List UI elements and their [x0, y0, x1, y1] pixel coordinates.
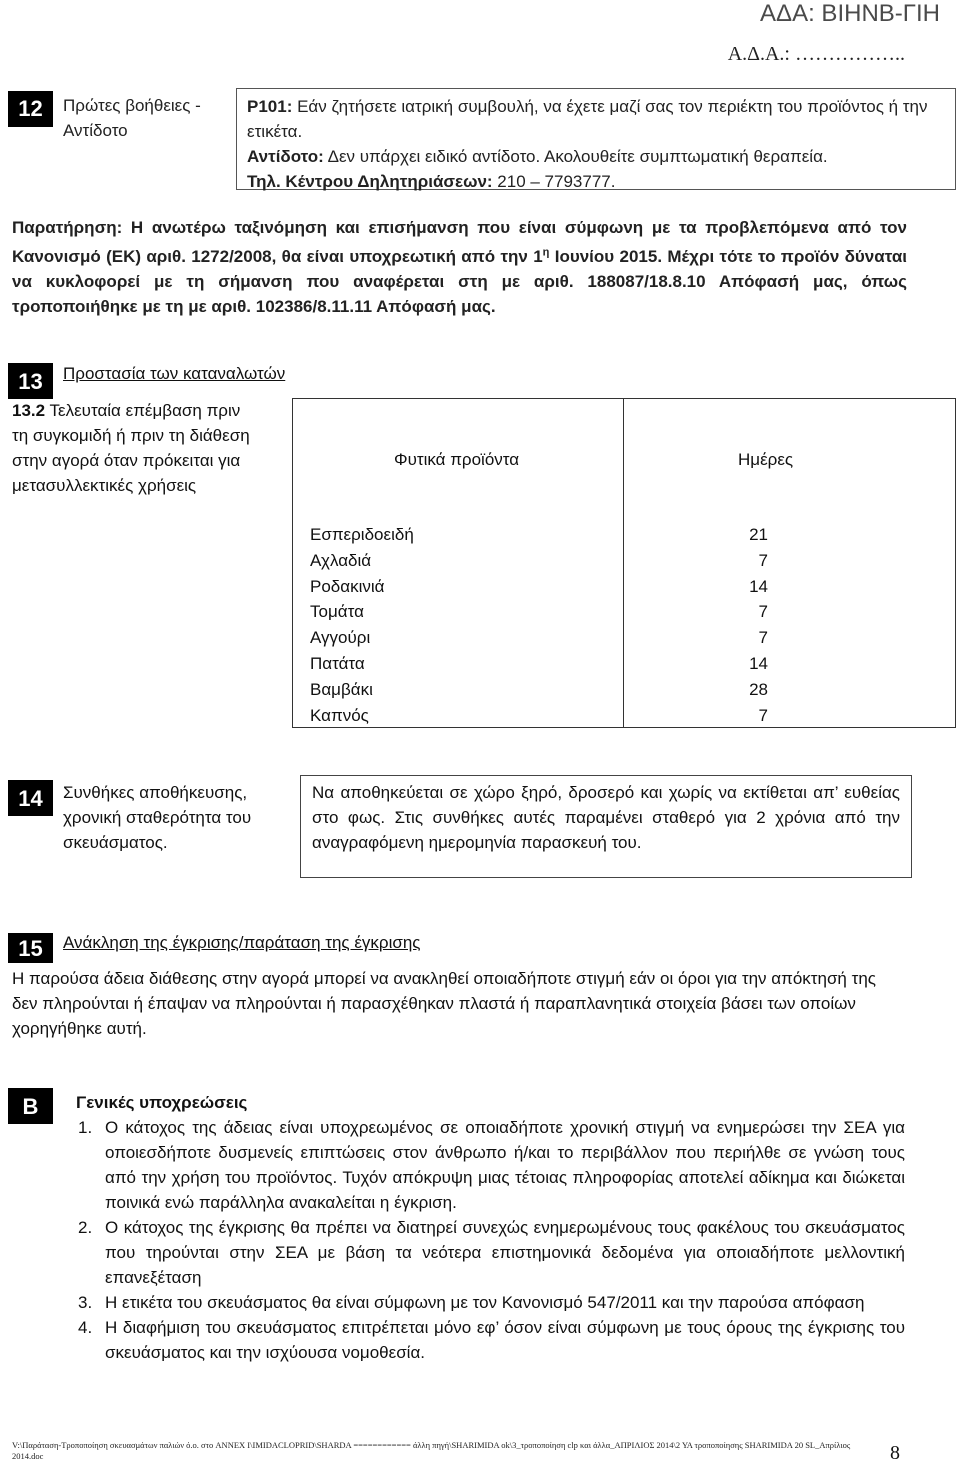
section-15-text: Η παρούσα άδεια διάθεσης στην αγορά μπορεί να ανακληθεί οποιαδήποτε στιγμή εάν οι όροι για την απόκτησή της δεν πληρούνται ή έπαψαν να πληρούνται ή παρασχέθηκαν πλαστά ή παραπλανητικά στοιχεία βάσει των οποίων χορηγήθηκε αυτή.: [12, 969, 876, 1038]
column-header-products: Φυτικά προϊόντα: [394, 450, 520, 469]
table-row-days: 7: [758, 550, 768, 570]
days-column: [623, 398, 956, 728]
list-item: [78, 1215, 905, 1290]
table-row-product: Ροδακινιά: [310, 576, 385, 596]
table-row-days: 14: [749, 654, 768, 673]
phone-text: 210 – 7793777.: [492, 172, 616, 191]
page-number: 8: [890, 1442, 900, 1464]
obligations-list: [78, 1115, 905, 1365]
list-item-text: Η διαφήμιση του σκευάσματος επιτρέπεται μόνο εφ’ όσον είναι σύμφωνη με τους όρους της έγκρισης του σκευάσματος και την ισχύουσα νομοθεσία.: [105, 1318, 905, 1362]
antidote-text: Δεν υπάρχει ειδικό αντίδοτο. Ακολουθείτε συμπτωματική θεραπεία.: [323, 147, 828, 166]
table-row-product: Εσπεριδοειδή: [310, 525, 414, 544]
list-item-number: 4.: [78, 1318, 93, 1337]
list-item-number: 2.: [78, 1218, 93, 1237]
table-row-product: Καπνός: [310, 705, 369, 725]
storage-box: Να αποθηκεύεται σε χώρο ξηρό, δροσερό και χωρίς να εκτίθεται απ’ ευθείας στο φως. Στις συνθήκες αυτές παραμένει σταθερό για 2 χρόνια από την αναγραφόμενη ημερομηνία παρασκευή του.: [300, 775, 912, 878]
list-item-number: 1.: [78, 1118, 93, 1137]
remark-sup: η: [542, 246, 550, 258]
phone-label: Τηλ. Κέντρου Δηλητηριάσεων:: [247, 172, 493, 191]
section-number-13: 13: [8, 363, 53, 399]
list-item-text: Η ετικέτα του σκευάσματος θα είναι σύμφωνη με τον Κανονισμό 547/2011 και την παρούσα απόφαση: [105, 1293, 865, 1312]
p101-code: P101:: [247, 97, 293, 116]
table-row-days: 7: [758, 602, 768, 622]
list-item-number: 3.: [78, 1293, 93, 1312]
section-letter-b: Β: [8, 1088, 53, 1124]
table-row-days: 28: [749, 679, 768, 699]
first-aid-box: [236, 88, 956, 190]
ada-code: ΑΔΑ: ΒΙΗΝΒ-ΓΙΗ: [760, 0, 940, 27]
table-row-product: Αχλαδιά: [310, 550, 372, 570]
footer-path: V:\Παράταση-Τροποποίηση σκευασμάτων παλιών ό.ο. στο ANNEX I\IMIDACLOPRID\SHARDA ============ άλλη πηγή\SHARIMIDA ok\3_τροποποίηση clp και άλλα_ΑΠΡΙΛΙΟΣ 2014\2 ΥΑ τροποποίησης SHARIMIDA 20 SL_Απρίλιος 2014.doc: [12, 1440, 851, 1461]
section-number-12: 12: [8, 91, 53, 127]
antidote-label: Αντίδοτο:: [247, 147, 324, 166]
list-item: [78, 1290, 905, 1315]
remark-label: Παρατήρηση:: [12, 218, 123, 237]
section-number-14: 14: [8, 780, 53, 816]
column-header-days: Ημέρες: [738, 450, 794, 469]
phi-table: [292, 398, 956, 728]
section-13-label: [12, 398, 257, 498]
section-13-heading: Προστασία των καταναλωτών: [63, 364, 286, 383]
section-15-heading: Ανάκληση της έγκρισης/παράταση της έγκρισης: [63, 933, 421, 952]
remark-text-1: Η ανωτέρω ταξινόμηση και επισήμανση που είναι σύμφωνη με τα προβλεπόμενα από τον Κανονισμό (ΕΚ) αριθ. 1272/2008, θα είναι υποχρεωτική από την 1: [12, 218, 907, 266]
table-row-product: Τομάτα: [310, 602, 364, 622]
section-12-label: Πρώτες βοήθειες - Αντίδοτο: [63, 96, 201, 140]
list-item: [78, 1115, 905, 1215]
table-row-days: 14: [749, 576, 768, 596]
remark-text-2: Ιουνίου 2015. Μέχρι τότε το προϊόν δύναται να κυκλοφορεί με τη σήμανση που αναφέρεται στη με αριθ. 188087/18.8.10 Απόφασή μας, όπως τροποποιήθηκε με τη με αριθ. 102386/8.11.11 Απόφασή μας.: [12, 246, 907, 316]
section-b-heading: Γενικές υποχρεώσεις: [76, 1093, 248, 1112]
list-item-text: Ο κάτοχος της έγκρισης θα πρέπει να διατηρεί συνεχώς ενημερωμένους τους φακέλους του σκευάσματος που τηρούνται στην ΣΕΑ με βάση τα νεότερα επιστημονικά δεδομένα για οποιαδήποτε μελλοντική επανεξέταση: [105, 1218, 905, 1287]
list-item: [78, 1315, 905, 1365]
section-14-label: Συνθήκες αποθήκευσης, χρονική σταθερότητα του σκευάσματος.: [63, 783, 252, 852]
p101-text: Εάν ζητήσετε ιατρική συμβουλή, να έχετε μαζί σας τον περιέκτη του προϊόντος ή την ετικέτα.: [247, 97, 928, 141]
section-13-2-number: 13.2: [12, 401, 46, 420]
list-item-text: Ο κάτοχος της άδειας είναι υποχρεωμένος σε οποιαδήποτε χρονική στιγμή να ενημερώσει την ΣΕΑ για οποιεσδήποτε δυσμενείς επιπτώσεις στον άνθρωπο ή/και το περιβάλλον που περιήλθε σε γνώση τους από την χρήση του προϊόντος. Τυχόν απόκρυψη μιας τέτοιας πληροφορίας αποτελεί αδίκημα και διώκεται ποινικά ενώ παράλληλα ανακαλείται η έγκριση.: [105, 1118, 905, 1212]
section-13-2-text: Τελευταία επέμβαση πριν τη συγκομιδή ή πριν τη διάθεση στην αγορά όταν πρόκειται για μετασυλλεκτικές χρήσεις: [12, 401, 250, 495]
table-row-days: 7: [758, 628, 768, 648]
table-row-days: 21: [749, 525, 768, 544]
table-row-product: Αγγούρι: [310, 628, 371, 648]
remark-paragraph: [12, 215, 907, 319]
section-number-15: 15: [8, 933, 53, 963]
table-row-product: Βαμβάκι: [310, 679, 373, 699]
table-row-days: 7: [758, 705, 768, 725]
table-row-product: Πατάτα: [310, 654, 365, 673]
ada-line: Α.Δ.Α.: ……………..: [727, 43, 905, 65]
